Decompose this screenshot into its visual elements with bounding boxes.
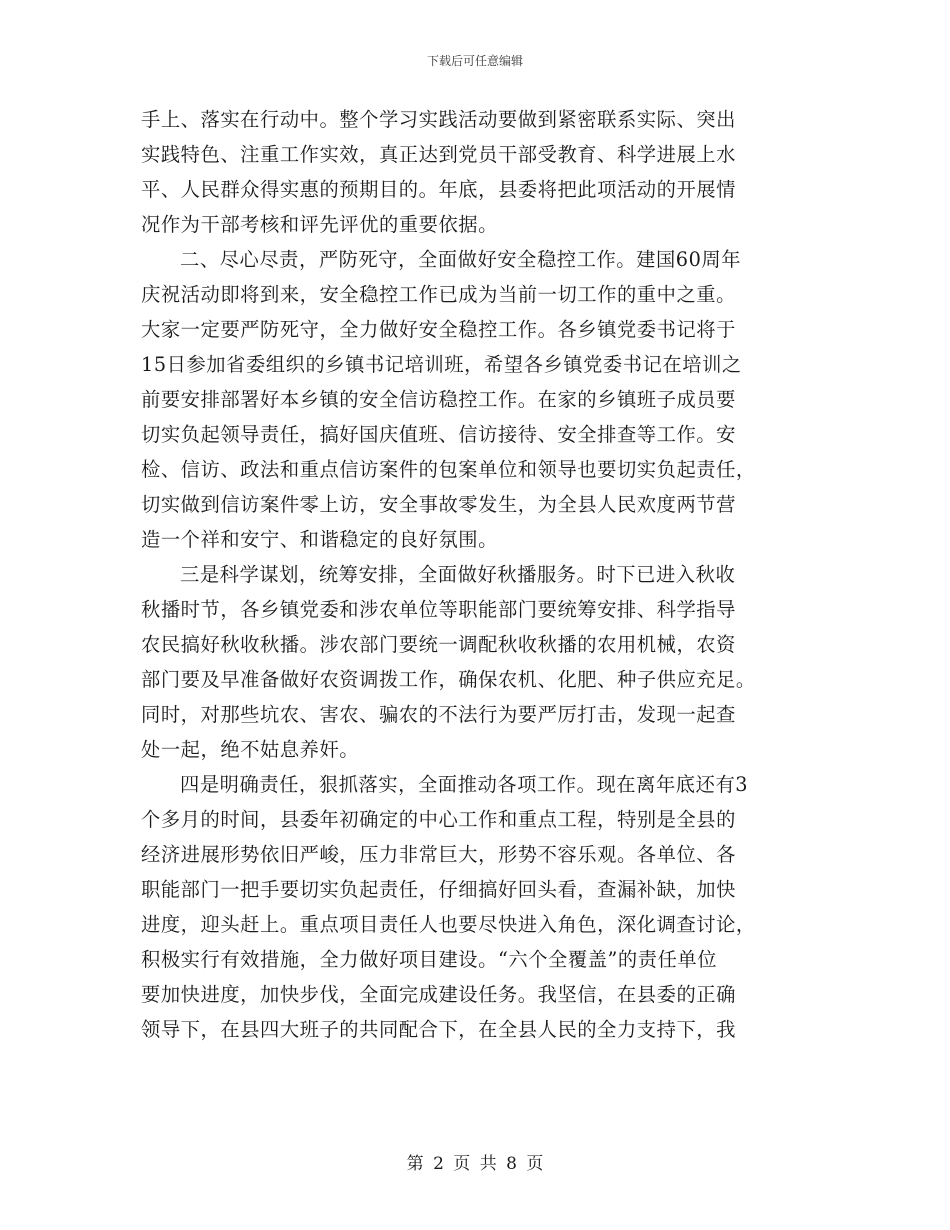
text-line: 况作为干部考核和评先评优的重要依据。 — [141, 213, 498, 236]
text-line: 四是明确责任，狠抓落实，全面推动各项工作。现在离年底还有3 — [180, 773, 749, 796]
text-line: 检、信访、政法和重点信访案件的包案单位和领导也要切实负起责任， — [141, 458, 756, 481]
text-line: 造一个祥和安宁、和谐稳定的良好氛围。 — [141, 528, 498, 551]
text-line: 三是科学谋划，统筹安排，全面做好秋播服务。时下已进入秋收 — [180, 563, 736, 586]
text-line: 手上、落实在行动中。整个学习实践活动要做到紧密联系实际、突出 — [141, 108, 736, 131]
text-line: 秋播时节，各乡镇党委和涉农单位等职能部门要统筹安排、科学指导 — [141, 598, 736, 621]
text-line: 个多月的时间，县委年初确定的中心工作和重点工程，特别是全县的 — [141, 808, 736, 831]
paragraph-3 — [141, 557, 813, 767]
text-line: 积极实行有效措施，全力做好项目建设。“六个全覆盖”的责任单位 — [141, 948, 718, 971]
document-body — [141, 102, 813, 1047]
text-line: 实践特色、注重工作实效，真正达到党员干部受教育、科学进展上水 — [141, 143, 736, 166]
text-line: 同时，对那些坑农、害农、骗农的不法行为要严厉打击，发现一起查 — [141, 703, 736, 726]
text-line: 要加快进度，加快步伐，全面完成建设任务。我坚信，在县委的正确 — [141, 983, 736, 1006]
paragraph-1 — [141, 102, 813, 242]
text-line: 领导下，在县四大班子的共同配合下，在全县人民的全力支持下，我 — [141, 1018, 736, 1041]
text-line: 前要安排部署好本乡镇的安全信访稳控工作。在家的乡镇班子成员要 — [141, 388, 736, 411]
paragraph-2 — [141, 242, 813, 557]
page-header: 下载后可任意编辑 — [426, 54, 523, 68]
text-line: 农民搞好秋收秋播。涉农部门要统一调配秋收秋播的农用机械，农资 — [141, 633, 736, 656]
text-line: 进度，迎头赶上。重点项目责任人也要尽快进入角色，深化调查讨论， — [141, 913, 756, 936]
paragraph-4 — [141, 767, 813, 1047]
text-line: 大家一定要严防死守，全力做好安全稳控工作。各乡镇党委书记将于 — [141, 318, 736, 341]
page-footer: 第 2 页 共 8 页 — [406, 1154, 544, 1174]
text-line: 切实做到信访案件零上访，安全事故零发生，为全县人民欢度两节营 — [141, 493, 736, 516]
text-line: 经济进展形势依旧严峻，压力非常巨大，形势不容乐观。各单位、各 — [141, 843, 736, 866]
text-line: 二、尽心尽责，严防死守，全面做好安全稳控工作。建国60周年 — [180, 248, 742, 271]
text-line: 庆祝活动即将到来，安全稳控工作已成为当前一切工作的重中之重。 — [141, 283, 736, 306]
text-line: 部门要及早准备做好农资调拨工作，确保农机、化肥、种子供应充足。 — [141, 668, 756, 691]
text-line: 15日参加省委组织的乡镇书记培训班，希望各乡镇党委书记在培训之 — [141, 353, 742, 376]
text-line: 处一起，绝不姑息养奸。 — [141, 738, 360, 761]
text-line: 职能部门一把手要切实负起责任，仔细搞好回头看，查漏补缺，加快 — [141, 878, 736, 901]
text-line: 平、人民群众得实惠的预期目的。年底，县委将把此项活动的开展情 — [141, 178, 736, 201]
text-line: 切实负起领导责任，搞好国庆值班、信访接待、安全排查等工作。安 — [141, 423, 736, 446]
